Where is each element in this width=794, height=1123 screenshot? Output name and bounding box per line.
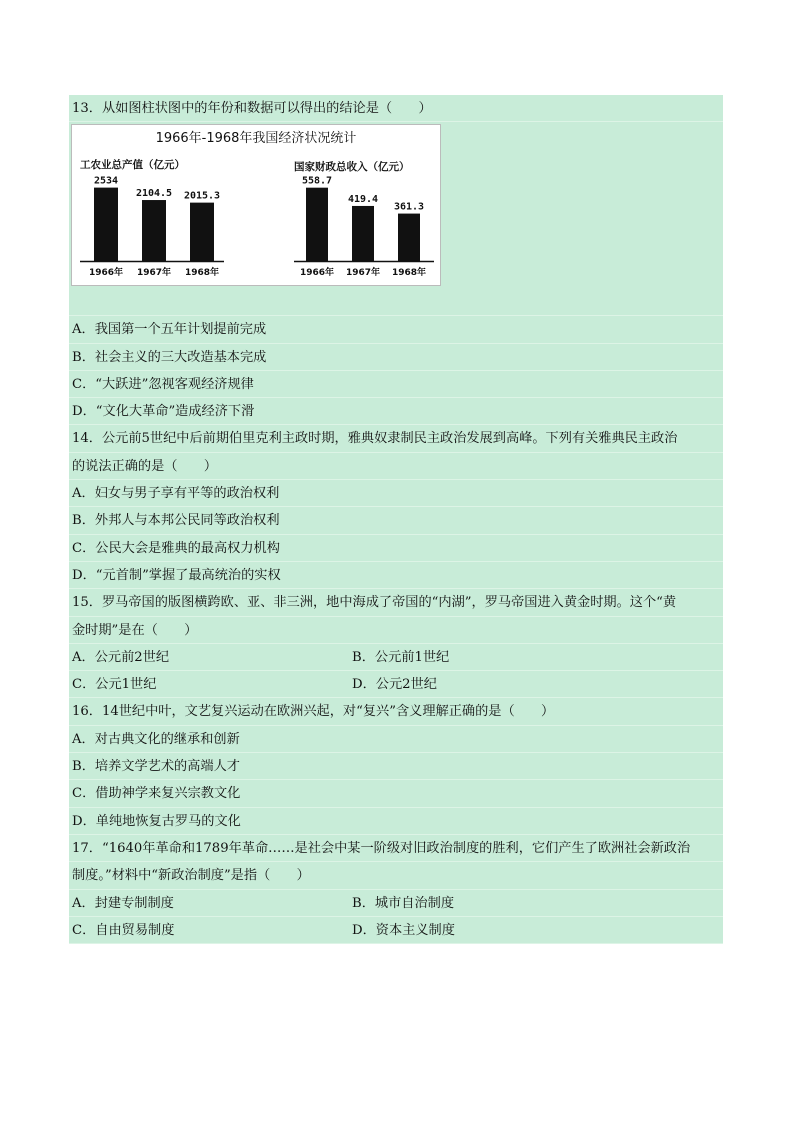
bar [306,188,328,261]
data-label: 419.4 [347,194,379,206]
q15-option-a[interactable]: A．公元前2世纪 [72,649,170,665]
q17-option-b[interactable]: B．城市自治制度 [352,895,455,911]
q17-option-d[interactable]: D．资本主义制度 [352,922,455,938]
q15-options-row1 [69,644,723,671]
q16-option-c[interactable]: C．借助神学来复兴宗教文化 [69,780,723,807]
data-label: 2015.3 [183,190,221,202]
q16-option-d[interactable]: D．单纯地恢复古罗马的文化 [69,808,723,835]
chart-panel-revenue [294,160,434,278]
q14-stem-line2: 的说法正确的是（ ） [69,453,723,480]
q17-stem-line1: 17．“1640年革命和1789年革命……是社会中某一阶级对旧政治制度的胜利，它们产生了欧洲社会新政治 [69,835,723,862]
q14-option-c[interactable]: C．公民大会是雅典的最高权力机构 [69,535,723,562]
q17-stem-line2: 制度。”材料中“新政治制度”是指（ ） [69,862,723,889]
q14-option-d[interactable]: D．“元首制”掌握了最高统治的实权 [69,562,723,589]
category-label: 1968年 [184,268,220,279]
data-label: 2534 [93,175,119,187]
q13-option-a[interactable]: A．我国第一个五年计划提前完成 [69,316,723,343]
category-label: 1967年 [136,268,172,279]
q13-option-c[interactable]: C．“大跃进”忽视客观经济规律 [69,371,723,398]
data-label: 2104.5 [135,188,173,200]
bar [142,200,166,261]
bar [190,203,214,261]
q15-stem-line2: 金时期”是在（ ） [69,617,723,644]
q15-stem-line1: 15．罗马帝国的版图横跨欧、亚、非三洲，地中海成了帝国的“内湖”，罗马帝国进入黄金时期。这个“黄 [69,589,723,616]
q16-option-b[interactable]: B．培养文学艺术的高端人才 [69,753,723,780]
q14-stem-line1: 14．公元前5世纪中后前期伯里克利主政时期，雅典奴隶制民主政治发展到高峰。下列有关雅典民主政治 [69,425,723,452]
panel-title: 国家财政总收入（亿元） [294,161,410,174]
q15-option-d[interactable]: D．公元2世纪 [352,677,437,693]
data-label: 361.3 [393,201,425,213]
bar [352,206,374,261]
q16-stem: 16．14世纪中叶，文艺复兴运动在欧洲兴起，对“复兴”含义理解正确的是（ ） [69,698,723,725]
economy-bar-chart [71,124,441,286]
q15-options-row2 [69,671,723,698]
bar [94,188,118,261]
q14-option-a[interactable]: A．妇女与男子享有平等的政治权利 [69,480,723,507]
q17-option-c[interactable]: C．自由贸易制度 [72,922,175,938]
data-label: 558.7 [301,175,333,187]
q17-options-row1 [69,890,723,917]
exam-content [69,95,723,944]
q13-stem: 13．从如图柱状图中的年份和数据可以得出的结论是（ ） [69,95,723,122]
q15-option-c[interactable]: C．公元1世纪 [72,677,157,693]
panel-title: 工农业总产值（亿元） [80,159,185,172]
category-label: 1968年 [391,268,427,279]
bar [398,214,420,261]
chart-title: 1966年-1968年我国经济状况统计 [155,131,357,147]
q13-option-b[interactable]: B．社会主义的三大改造基本完成 [69,344,723,371]
chart-svg [72,125,440,285]
q16-option-a[interactable]: A．对古典文化的继承和创新 [69,726,723,753]
category-label: 1966年 [88,268,124,279]
q14-option-b[interactable]: B．外邦人与本邦公民同等政治权利 [69,507,723,534]
q17-options-row2 [69,917,723,944]
category-label: 1966年 [299,268,335,279]
q13-option-d[interactable]: D．“文化大革命”造成经济下滑 [69,398,723,425]
q13-chart-row [69,122,723,316]
chart-panel-output [80,158,224,278]
q15-option-b[interactable]: B．公元前1世纪 [352,649,450,665]
q17-option-a[interactable]: A．封建专制制度 [72,895,174,911]
category-label: 1967年 [345,268,381,279]
